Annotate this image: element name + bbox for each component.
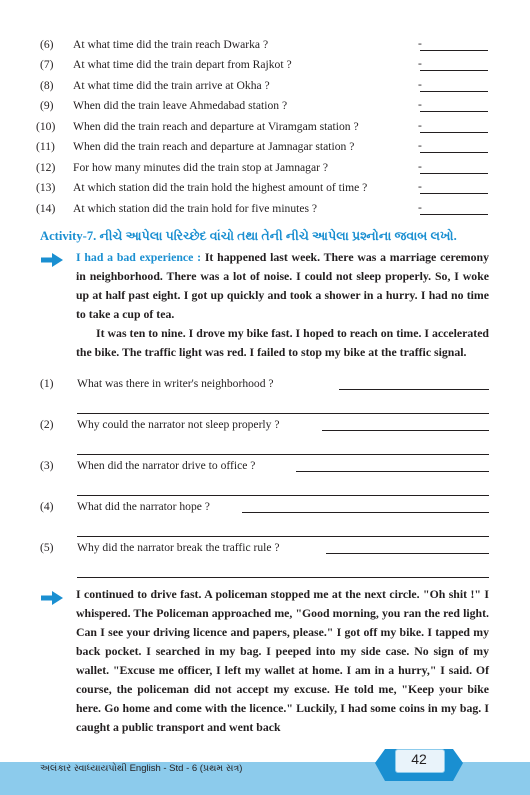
question-number: (8) bbox=[40, 79, 54, 92]
answer-blank[interactable] bbox=[420, 181, 488, 194]
question-number: (13) bbox=[36, 181, 56, 194]
answer-blank[interactable] bbox=[420, 140, 488, 153]
open-question bbox=[0, 498, 530, 518]
question-number: (5) bbox=[40, 541, 54, 554]
question-text: When did the train leave Ahmedabad station ? bbox=[73, 99, 288, 112]
passage-2 bbox=[76, 585, 489, 737]
page-number: 42 bbox=[411, 751, 427, 767]
question-row bbox=[0, 118, 530, 136]
answer-line[interactable] bbox=[339, 389, 489, 390]
arrow-icon bbox=[41, 591, 63, 605]
question-text: Why did the narrator break the traffic rule ? bbox=[77, 541, 280, 554]
passage-1-paragraph-2: It was ten to nine. I drove my bike fast. I hoped to reach on time. I accelerated the bike. The traffic light was red. I failed to stop my bike at the traffic signal. bbox=[76, 326, 489, 359]
answer-dash: - bbox=[418, 180, 422, 193]
question-number: (3) bbox=[40, 459, 54, 472]
question-text: At what time did the train reach Dwarka ? bbox=[73, 38, 269, 51]
answer-blank[interactable] bbox=[420, 120, 488, 133]
answer-line[interactable] bbox=[77, 495, 489, 496]
question-number: (6) bbox=[40, 38, 54, 51]
question-number: (12) bbox=[36, 161, 56, 174]
answer-line[interactable] bbox=[77, 536, 489, 537]
passage-1-lead: I had a bad experience : bbox=[76, 250, 202, 264]
answer-line[interactable] bbox=[326, 553, 489, 554]
answer-dash: - bbox=[418, 201, 422, 214]
question-number: (10) bbox=[36, 120, 56, 133]
answer-line[interactable] bbox=[77, 577, 489, 578]
question-text: When did the narrator drive to office ? bbox=[77, 459, 256, 472]
answer-line[interactable] bbox=[322, 430, 489, 431]
activity-heading: Activity-7. નીચે આપેલા પરિચ્છેદ વાંચો તથા તેની નીચે આપેલા પ્રશ્નોના જવાબ લખો. bbox=[40, 229, 457, 243]
arrow-icon bbox=[41, 253, 63, 267]
question-row bbox=[0, 138, 530, 156]
question-text: At what time did the train arrive at Okha ? bbox=[73, 79, 270, 92]
question-text: For how many minutes did the train stop at Jamnagar ? bbox=[73, 161, 329, 174]
question-text: What was there in writer's neighborhood ? bbox=[77, 377, 274, 390]
question-row bbox=[0, 77, 530, 95]
question-row bbox=[0, 179, 530, 197]
question-row bbox=[0, 97, 530, 115]
open-question bbox=[0, 375, 530, 395]
answer-line[interactable] bbox=[296, 471, 489, 472]
passage-2-text: I continued to drive fast. A policeman stopped me at the next circle. "Oh shit !" I whispered. The Policeman approached me, "Good morning, you ran the red light. Can I see your driving licence and papers, please." I got off my bike. I tapped my back pocket. I searched in my bag. I peeped into my side case. No sign of my wallet. "Excuse me officer, I left my wallet at home. I am in a hurry," I said. Of course, the policeman did not accept my excuse. He told me, "Keep your bike here. Go home and come with the licence." Luckily, I had some coins in my bag. I caught a public transport and went back bbox=[76, 587, 489, 734]
open-question bbox=[0, 416, 530, 436]
answer-blank[interactable] bbox=[420, 202, 488, 215]
question-number: (2) bbox=[40, 418, 54, 431]
question-row bbox=[0, 159, 530, 177]
question-text: At which station did the train hold the highest amount of time ? bbox=[73, 181, 368, 194]
answer-line[interactable] bbox=[242, 512, 489, 513]
question-row bbox=[0, 56, 530, 74]
answer-dash: - bbox=[418, 37, 422, 50]
answer-blank[interactable] bbox=[420, 99, 488, 112]
answer-blank[interactable] bbox=[420, 58, 488, 71]
open-question bbox=[0, 539, 530, 559]
open-question bbox=[0, 457, 530, 477]
question-text: What did the narrator hope ? bbox=[77, 500, 210, 513]
answer-blank[interactable] bbox=[420, 38, 488, 51]
passage-1 bbox=[76, 248, 489, 362]
passage-1-paragraph-1: It happened last week. There was a marriage ceremony in neighborhood. There was a lot of noise. I could not sleep properly. So, I woke up at half past eight. I got up quickly and took a shower in a hurry. I had no time to take a cup of tea. bbox=[76, 250, 489, 321]
answer-line[interactable] bbox=[77, 413, 489, 414]
question-number: (9) bbox=[40, 99, 54, 112]
question-row bbox=[0, 200, 530, 218]
question-number: (1) bbox=[40, 377, 54, 390]
answer-blank[interactable] bbox=[420, 161, 488, 174]
question-number: (11) bbox=[36, 140, 55, 153]
question-number: (4) bbox=[40, 500, 54, 513]
answer-line[interactable] bbox=[77, 454, 489, 455]
answer-dash: - bbox=[418, 57, 422, 70]
question-text: When did the train reach and departure at Viramgam station ? bbox=[73, 120, 359, 133]
answer-dash: - bbox=[418, 160, 422, 173]
question-text: At which station did the train hold for five minutes ? bbox=[73, 202, 318, 215]
answer-blank[interactable] bbox=[420, 79, 488, 92]
book-title: અલંકાર સ્વાધ્યાયપોથી English - Std - 6 (પ્રથમ સત્ર) bbox=[40, 763, 243, 774]
answer-dash: - bbox=[418, 139, 422, 152]
question-text: At what time did the train depart from Rajkot ? bbox=[73, 58, 292, 71]
question-text: When did the train reach and departure at Jamnagar station ? bbox=[73, 140, 355, 153]
answer-dash: - bbox=[418, 119, 422, 132]
question-number: (14) bbox=[36, 202, 56, 215]
answer-dash: - bbox=[418, 98, 422, 111]
answer-dash: - bbox=[418, 78, 422, 91]
question-row bbox=[0, 36, 530, 54]
question-number: (7) bbox=[40, 58, 54, 71]
question-text: Why could the narrator not sleep properly ? bbox=[77, 418, 280, 431]
